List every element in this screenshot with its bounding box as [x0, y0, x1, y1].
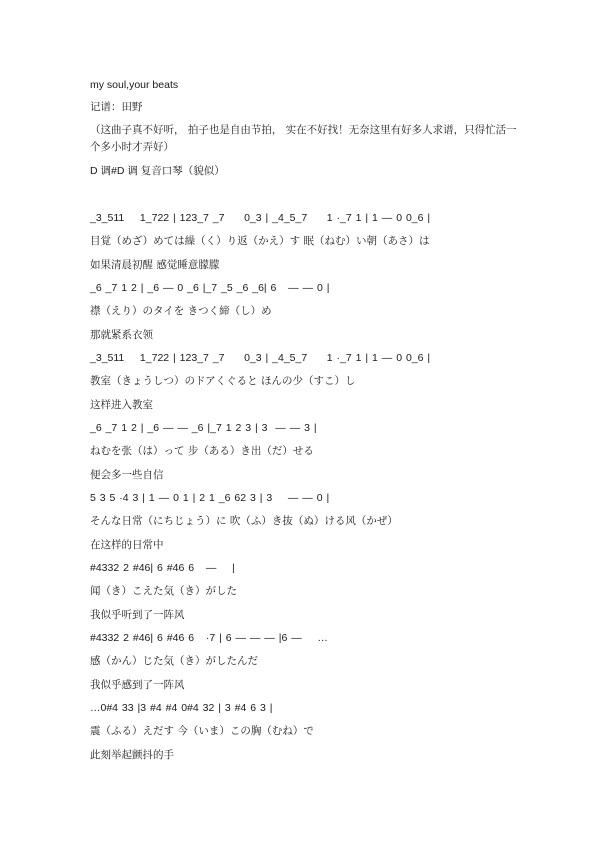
chinese-lyric: 在这样的日常中: [90, 539, 164, 551]
chinese-lyric: 便会多一些自信: [90, 469, 164, 481]
chinese-lyric: 那就紧系衣领: [90, 329, 153, 341]
japanese-lyric: そんな日常（にちじょう）に 吹（ふ）き抜（ぬ）ける风（かぜ）: [90, 515, 398, 527]
score-line: _6 _7 1 2 | _6 — — _6 |_7 1 2 3 | 3 — — 3 |: [90, 422, 317, 434]
japanese-lyric: 襟（えり）のタイを きつく締（し）め: [90, 305, 272, 317]
chinese-lyric: 如果清晨初醒 感觉睡意朦朦: [90, 259, 220, 271]
song-title: my soul,your beats: [90, 79, 179, 91]
japanese-lyric: 震（ふる）えだす 今（いま）この胸（むね）で: [90, 725, 314, 737]
score-line: 5 3 5 ·4 3 | 1 — 0 1 | 2 1 _6 62 3 | 3 — — 0 |: [90, 492, 330, 504]
chinese-lyric: 我似乎感到了一阵风: [90, 679, 185, 691]
score-line: _3_511 1_722 | 123_7 _7 0_3 | _4_5_7 1 ·_7 1 | 1 — 0 0_6 |: [90, 212, 431, 224]
score-line: #4332 2 #46| 6 #46 6 ·7 | 6 — — — |6 — …: [90, 632, 328, 644]
score-line: …0#4 33 |3 #4 #4 0#4 32 | 3 #4 6 3 |: [90, 702, 273, 714]
transcriber-credit: 记谱：田野: [90, 101, 143, 113]
score-line: #4332 2 #46| 6 #46 6 — |: [90, 562, 235, 574]
japanese-lyric: 目覚（めざ）めては繰（く）り返（かえ）す 眠（ねむ）い朝（あさ）は: [90, 235, 430, 247]
japanese-lyric: 闻（き）こえた気（き）がした: [90, 585, 237, 597]
japanese-lyric: 教室（きょうしつ）のドアくぐると ほんの少（すこ）し: [90, 375, 356, 387]
key-info: D 调#D 调 复音口琴（貌似）: [90, 165, 225, 177]
score-line: _6 _7 1 2 | _6 — 0 _6 |_7 _5 _6 _6| 6 — — 0 |: [90, 282, 330, 294]
chinese-lyric: 这样进入教室: [90, 399, 153, 411]
chinese-lyric: 此刻举起颤抖的手: [90, 749, 174, 761]
japanese-lyric: ねむを张（は）って 步（ある）き出（だ）せる: [90, 445, 314, 457]
score-line: _3_511 1_722 | 123_7 _7 0_3 | _4_5_7 1 ·_7 1 | 1 — 0 0_6 |: [90, 352, 431, 364]
chinese-lyric: 我似乎听到了一阵风: [90, 609, 185, 621]
intro-note: （这曲子真不好听， 拍子也是自由节拍， 实在不好找！无奈这里有好多人求谱，只得忙活一个多小时才弄好）: [90, 124, 517, 153]
japanese-lyric: 感（かん）じた気（き）がしたんだ: [90, 655, 258, 667]
